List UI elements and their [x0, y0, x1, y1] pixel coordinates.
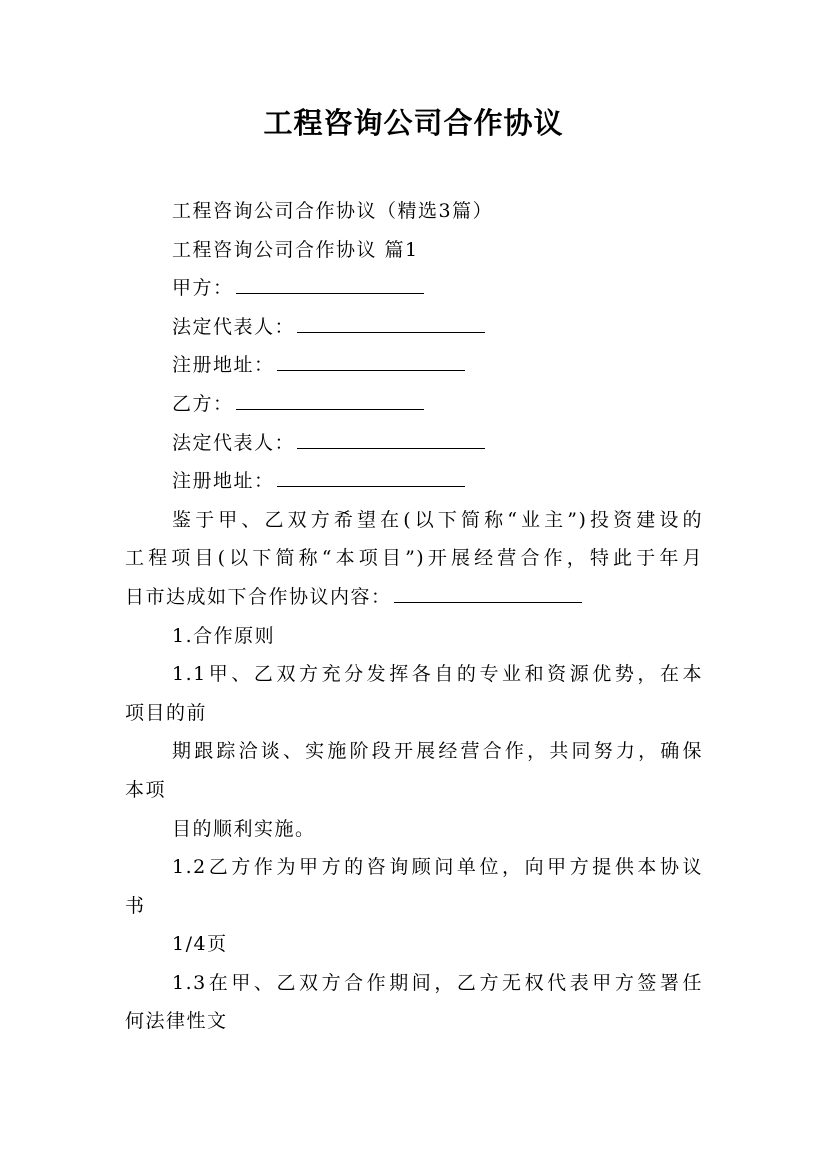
document-title: 工程咨询公司合作协议 — [263, 106, 564, 140]
clause-1-1-line-d: 本项 — [125, 778, 167, 801]
address-b-blank — [277, 464, 465, 487]
preamble-line-2: 工程项目(以下简称“本项目”)开展经营合作，特此于年月 — [125, 547, 703, 570]
legal-rep-b-blank — [297, 426, 485, 449]
section-1-heading: 1.合作原则 — [172, 624, 276, 647]
document-body — [125, 192, 703, 1041]
intro-line: 工程咨询公司合作协议（精选3篇） — [172, 200, 494, 222]
clause-1-1-line-e: 目的顺利实施。 — [172, 817, 316, 840]
legal-rep-a-line: 法定代表人： — [125, 308, 703, 347]
party-b-blank — [236, 387, 424, 410]
page-marker: 1/4页 — [172, 933, 228, 956]
party-b-line: 乙方： — [125, 385, 703, 424]
clause-1-2-line-a: 1.2乙方作为甲方的咨询顾问单位，向甲方提供本协议 — [172, 856, 703, 879]
clause-1-3-line-a: 1.3在甲、乙双方合作期间，乙方无权代表甲方签署任 — [172, 971, 703, 994]
address-a-blank — [277, 348, 465, 371]
party-a-line: 甲方： — [125, 269, 703, 308]
address-b-line: 注册地址： — [125, 462, 703, 501]
clause-1-1-line-c: 期跟踪洽谈、实施阶段开展经营合作，共同努力，确保 — [172, 740, 703, 763]
clause-1-3-line-b: 何法律性文 — [125, 1010, 228, 1033]
legal-rep-b-line: 法定代表人： — [125, 424, 703, 463]
legal-rep-a-blank — [297, 310, 485, 333]
preamble-blank — [394, 580, 582, 603]
clause-1-1-line-b: 项目的前 — [125, 701, 208, 724]
address-a-line: 注册地址： — [125, 346, 703, 385]
preamble-line-3: 日市达成如下合作协议内容： — [125, 578, 703, 617]
article-heading: 工程咨询公司合作协议 篇1 — [172, 238, 419, 261]
preamble-line-1: 鉴于甲、乙双方希望在(以下简称“业主”)投资建设的 — [172, 508, 703, 531]
clause-1-1-line-a: 1.1甲、乙双方充分发挥各自的专业和资源优势，在本 — [172, 663, 703, 686]
clause-1-2-line-b: 书 — [125, 894, 146, 917]
party-a-blank — [236, 271, 424, 294]
